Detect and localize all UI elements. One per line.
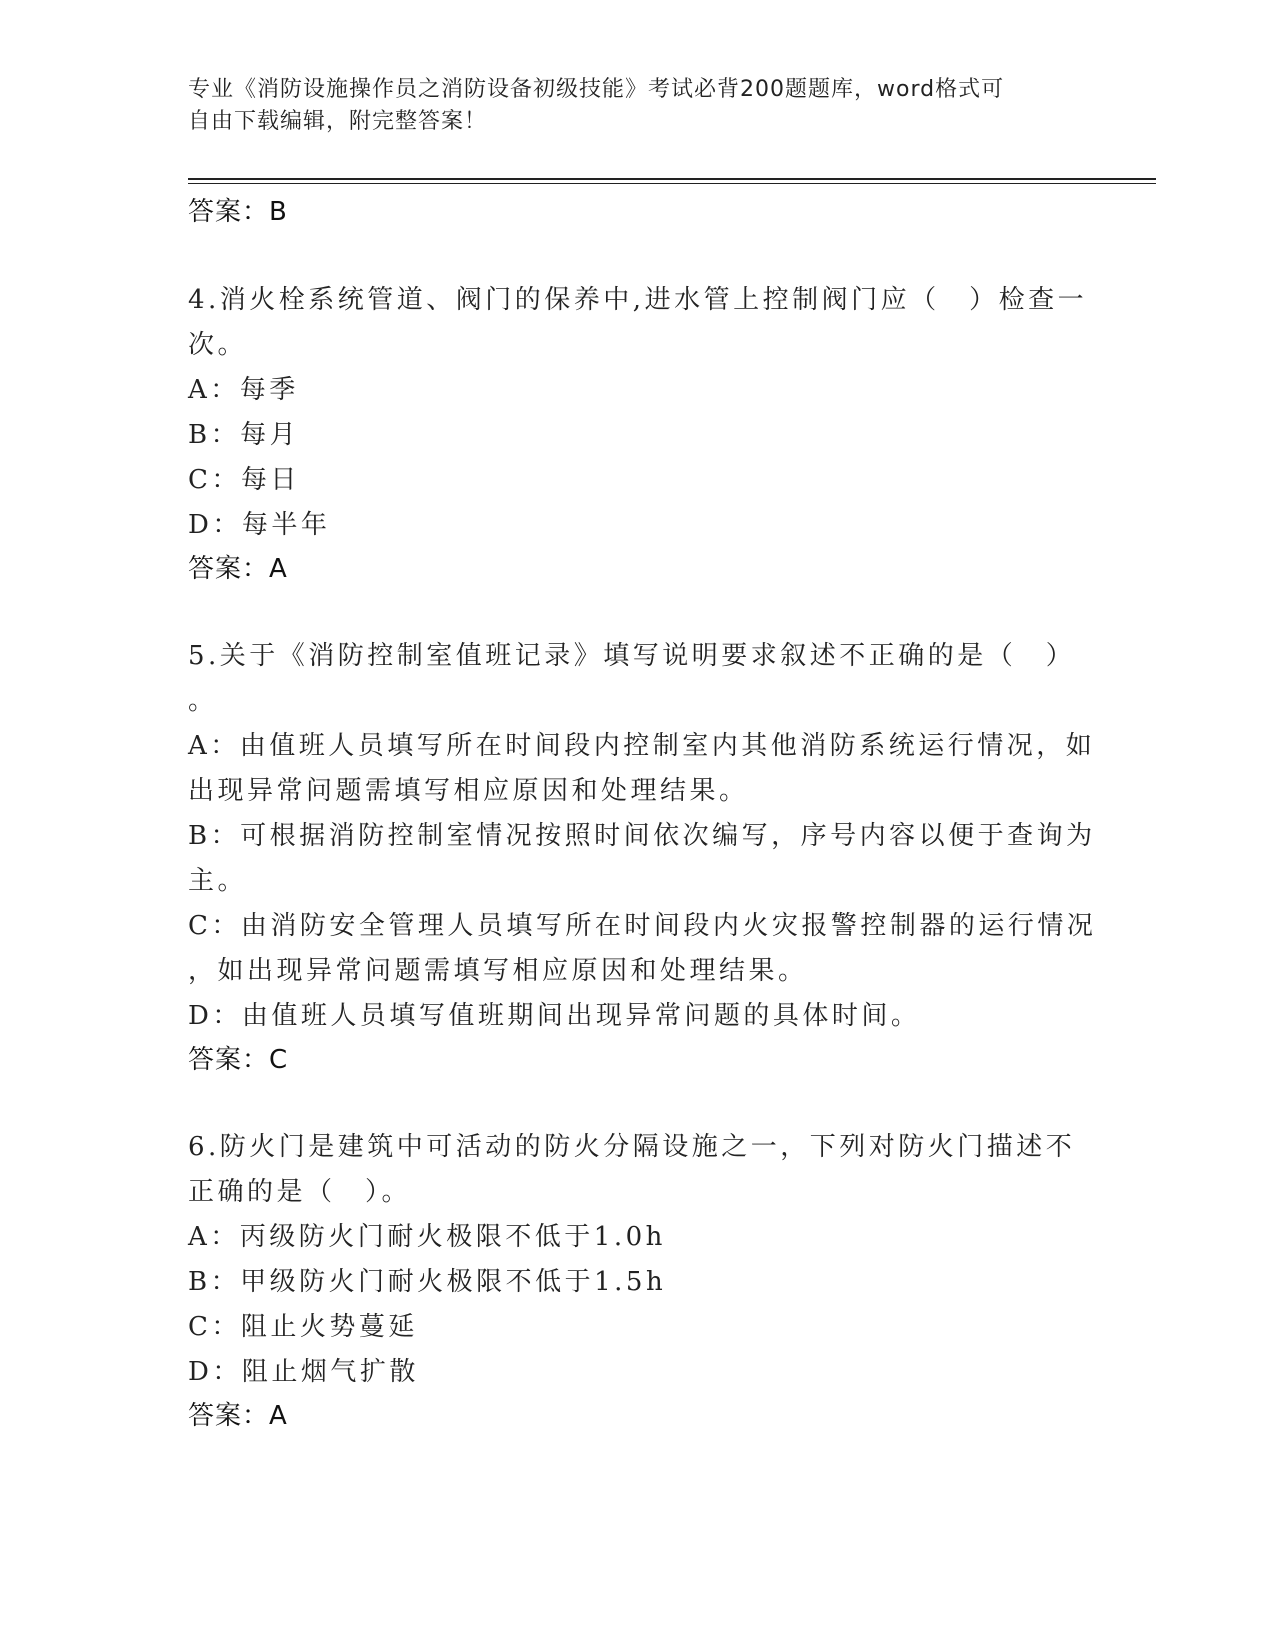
header-line-2: 自由下载编辑，附完整答案！ [188, 109, 488, 134]
document-body [188, 192, 1097, 1436]
option-c: C：由消防安全管理人员填写所在时间段内火灾报警控制器的运行情况 [188, 911, 1097, 941]
option-d: D：每半年 [188, 510, 331, 540]
answer-line: 答案：A [188, 1401, 288, 1431]
option-b: B：每月 [188, 420, 300, 450]
option-a: A：每季 [188, 375, 299, 405]
option-d: D：阻止烟气扩散 [188, 1357, 419, 1387]
option-b: B：可根据消防控制室情况按照时间依次编写，序号内容以便于查询为 [188, 821, 1096, 851]
spacer [188, 1080, 1088, 1127]
option-d: D：由值班人员填写值班期间出现异常问题的具体时间。 [188, 1001, 921, 1031]
option-a: A：丙级防火门耐火极限不低于1.0h [188, 1222, 666, 1252]
question-stem-line: 次。 [188, 330, 248, 360]
document-header [188, 74, 1068, 138]
option-c-continued: ，如出现异常问题需填写相应原因和处理结果。 [188, 956, 808, 986]
option-c: C：阻止火势蔓延 [188, 1312, 418, 1342]
option-b: B：甲级防火门耐火极限不低于1.5h [188, 1267, 667, 1297]
header-rule-thin [188, 183, 1156, 184]
question-stem-line: 5.关于《消防控制室值班记录》填写说明要求叙述不正确的是（ ） [188, 641, 1076, 671]
answer-line: 答案：B [188, 197, 288, 227]
question-6 [188, 1127, 1088, 1436]
question-stem-line: 。 [188, 686, 218, 716]
header-line-1: 专业《消防设施操作员之消防设备初级技能》考试必背200题题库，word格式可 [188, 77, 1005, 102]
option-b-continued: 主。 [188, 866, 248, 896]
answer-line: 答案：A [188, 554, 288, 584]
header-rule-thick [188, 178, 1156, 180]
answer-line: 答案：C [188, 1045, 289, 1075]
option-c: C：每日 [188, 465, 300, 495]
question-4 [188, 280, 1088, 589]
question-stem-line: 正确的是（ ）。 [188, 1177, 412, 1207]
question-stem-line: 6.防火门是建筑中可活动的防火分隔设施之一，下列对防火门描述不 [188, 1132, 1076, 1162]
spacer [188, 589, 1088, 636]
spacer [188, 232, 1088, 280]
question-5 [188, 636, 1097, 1080]
question-stem-line: 4.消火栓系统管道、阀门的保养中,进水管上控制阀门应（ ）检查一 [188, 285, 1088, 315]
option-a-continued: 出现异常问题需填写相应原因和处理结果。 [188, 776, 749, 806]
option-a: A：由值班人员填写所在时间段内控制室内其他消防系统运行情况，如 [188, 731, 1096, 761]
